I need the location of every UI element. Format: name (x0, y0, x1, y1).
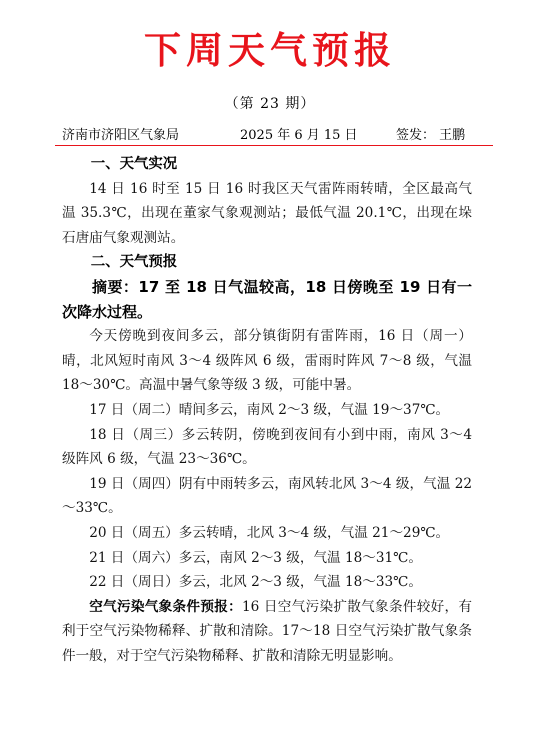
header-divider (55, 145, 493, 146)
agency-name: 济南市济阳区气象局 (62, 128, 180, 143)
section-heading-forecast: 二、天气预报 (90, 254, 178, 271)
air-quality-text: 16 日空气污染扩散气象条件较好，有利于空气污染物稀释、扩散和清除。17～18 日空气污染扩散气象条件一般，对于空气污染物稀释、扩散和清除无明显影响。 (62, 598, 472, 664)
air-quality-label: 空气污染气象条件预报： (89, 598, 242, 615)
signer: 签发： 王鹏 (396, 128, 466, 143)
issue-date: 2025 年 6 月 15 日 (240, 128, 358, 143)
forecast-summary: 摘要：17 至 18 日气温较高，18 日傍晚至 19 日有一次降水过程。 (62, 277, 472, 321)
observation-paragraph: 14 日 16 时至 15 日 16 时我区天气雷阵雨转晴，全区最高气温 35.3℃，出现在董家气象观测站；最低气温 20.1℃，出现在垛石唐庙气象观测站。 (62, 180, 472, 246)
forecast-day: 17 日（周二）晴间多云，南风 2～3 级，气温 19～37℃。 (89, 401, 450, 418)
forecast-day: 19 日（周四）阴有中雨转多云，南风转北风 3～4 级，气温 22～33℃。 (62, 475, 472, 517)
document-title: 下周天气预报 (144, 28, 396, 72)
forecast-day: 18 日（周三）多云转阴，傍晚到夜间有小到中雨，南风 3～4 级阵风 6 级，气温 23～36℃。 (62, 426, 472, 468)
section-heading-observation: 一、天气实况 (90, 156, 178, 172)
air-quality-paragraph (62, 595, 472, 669)
forecast-day: 22 日（周日）多云，北风 2～3 级，气温 18～33℃。 (89, 574, 422, 591)
document-body (62, 152, 472, 668)
issue-number: （第 23 期） (224, 96, 316, 112)
forecast-today: 今天傍晚到夜间多云，部分镇街阴有雷阵雨，16 日（周一）晴，北风短时南风 3～4 级阵风 6 级，雷雨时阵风 7～8 级，气温 18～30℃。高温中暑气象等级 3 级，可能中暑。 (62, 328, 472, 394)
forecast-day: 20 日（周五）多云转晴，北风 3～4 级，气温 21～29℃。 (89, 524, 450, 541)
forecast-day: 21 日（周六）多云，南风 2～3 级，气温 18～31℃。 (89, 549, 422, 566)
